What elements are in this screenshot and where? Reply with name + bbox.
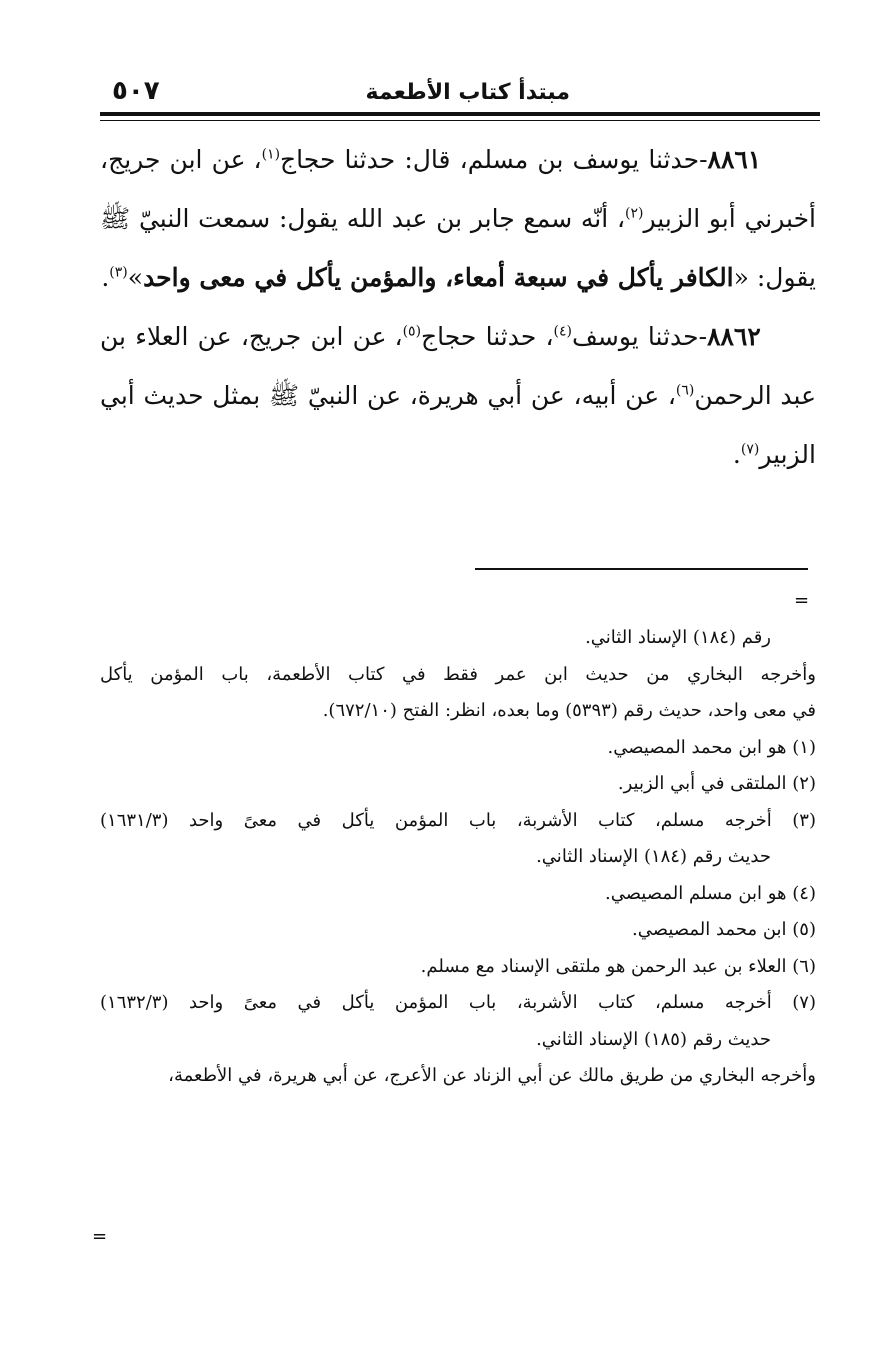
hadith-text: » — [127, 263, 144, 292]
header-rule-thin — [100, 120, 820, 121]
hadith-text: . — [101, 263, 110, 292]
hadith-text: ، عن ابن جريج، أخبرني أبو الزبير — [100, 145, 816, 233]
footnote-5: (٥) ابن محمد المصيصي. — [632, 919, 816, 940]
footnotes — [100, 620, 816, 1095]
footnote-carryover: في معى واحد، حديث رقم (٥٣٩٣) وما بعده، انظر: الفتح (٦٧٢/١٠). — [322, 700, 816, 721]
footnote-carryover: وأخرجه البخاري من حديث ابن عمر فقط في كتاب الأطعمة، باب المؤمن يأكل — [100, 663, 816, 685]
footnote-ref: (٤) — [553, 323, 573, 340]
continuation-mark: = — [92, 1226, 108, 1247]
footnote-ref: (٧) — [740, 441, 760, 458]
hadith-text: . — [732, 440, 741, 469]
footnote-6: (٦) العلاء بن عبد الرحمن هو ملتقى الإسناد مع مسلم. — [420, 955, 816, 977]
hadith-text: ، عن أبيه، عن أبي هريرة، عن النبيّ ﷺ بمثل حديث أبي الزبير — [100, 381, 816, 469]
header-rule-thick — [100, 112, 820, 116]
hadith-text: -حدثنا يوسف — [572, 322, 708, 351]
hadith-number: ٨٨٦١ — [707, 145, 762, 174]
main-text — [100, 130, 816, 484]
hadith-8861 — [100, 130, 816, 307]
hadith-8862 — [100, 307, 816, 484]
hadith-text: -حدثنا يوسف بن مسلم، قال: حدثنا حجاج — [280, 145, 708, 174]
hadith-text: ، حدثنا حجاج — [421, 322, 554, 351]
footnote-7-cont: وأخرجه البخاري من طريق مالك عن أبي الزناد عن الأعرج، عن أبي هريرة، في الأطعمة، — [168, 1065, 816, 1086]
footnote-2: (٢) الملتقى في أبي الزبير. — [617, 773, 816, 794]
hadith-text: ، أنّه سمع جابر بن عبد الله يقول: سمعت النبيّ ﷺ يقول: « — [100, 204, 816, 292]
footnote-3-cont: حديث رقم (١٨٤) الإسناد الثاني. — [536, 846, 771, 867]
hadith-text: ، عن ابن جريج، عن العلاء بن عبد الرحمن — [100, 322, 816, 410]
footnote-separator — [475, 568, 808, 570]
continuation-mark: = — [794, 590, 810, 611]
footnote-carryover: رقم (١٨٤) الإسناد الثاني. — [585, 627, 771, 648]
page-header — [100, 76, 820, 108]
footnote-1: (١) هو ابن محمد المصيصي. — [607, 736, 816, 758]
footnote-ref: (١) — [261, 146, 281, 163]
hadith-quote: الكافر يأكل في سبعة أمعاء، والمؤمن يأكل في معى واحد — [143, 263, 734, 292]
footnote-7: (٧) أخرجه مسلم، كتاب الأشربة، باب المؤمن يأكل في معىً واحد (١٦٣٢/٣) — [100, 992, 816, 1013]
footnote-3: (٣) أخرجه مسلم، كتاب الأشربة، باب المؤمن يأكل في معىً واحد (١٦٣١/٣) — [100, 809, 816, 831]
page-number: ٥٠٧ — [112, 76, 160, 106]
footnote-4: (٤) هو ابن مسلم المصيصي. — [604, 882, 816, 904]
footnote-ref: (٣) — [109, 264, 128, 281]
footnote-ref: (٦) — [675, 382, 695, 399]
footnote-ref: (٥) — [402, 323, 422, 340]
running-title: مبتدأ كتاب الأطعمة — [365, 80, 570, 105]
footnote-ref: (٢) — [625, 205, 644, 222]
hadith-number: ٨٨٦٢ — [707, 322, 761, 351]
footnote-7-cont: حديث رقم (١٨٥) الإسناد الثاني. — [536, 1028, 771, 1050]
